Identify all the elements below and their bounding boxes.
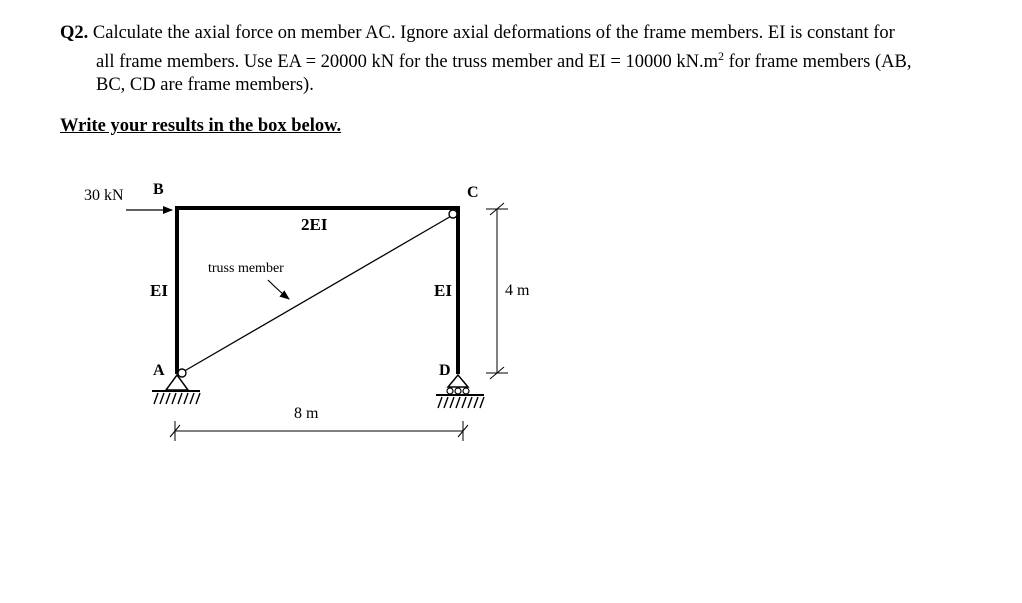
label-ei-cd: EI [434,281,452,300]
pin-support-a [152,375,200,404]
question-number: Q2. [60,23,89,43]
question-line-3: BC, CD are frame members). [96,75,314,96]
truss-member-label: truss member [208,261,284,276]
load-label: 30 kN [84,187,124,204]
hinge-c [449,210,457,218]
label-2ei-bc: 2EI [301,215,328,234]
node-label-b: B [153,181,164,198]
superscript-2: 2 [717,49,724,63]
question-line-2b: for frame members (AB, [723,52,912,73]
hinge-a [178,369,186,377]
dimension-horizontal [170,421,468,441]
dimension-vertical-label: 4 m [505,282,530,299]
question-line-2a: all frame members. Use EA = 20000 kN for the truss member and EI = 10000 kN.m [96,52,718,73]
node-label-c: C [467,184,479,201]
truss-callout-arrow [268,280,289,299]
truss-member-ac [181,215,453,373]
instruction-heading: Write your results in the box below. [60,116,342,136]
label-ei-ab: EI [150,281,168,300]
roller-support-d [436,375,484,408]
dimension-horizontal-label: 8 m [294,405,319,422]
node-label-a: A [153,362,165,379]
question-line-1: Calculate the axial force on member AC. Ignore axial deformations of the frame members. EI is constant for [92,23,895,43]
node-label-d: D [439,362,451,379]
